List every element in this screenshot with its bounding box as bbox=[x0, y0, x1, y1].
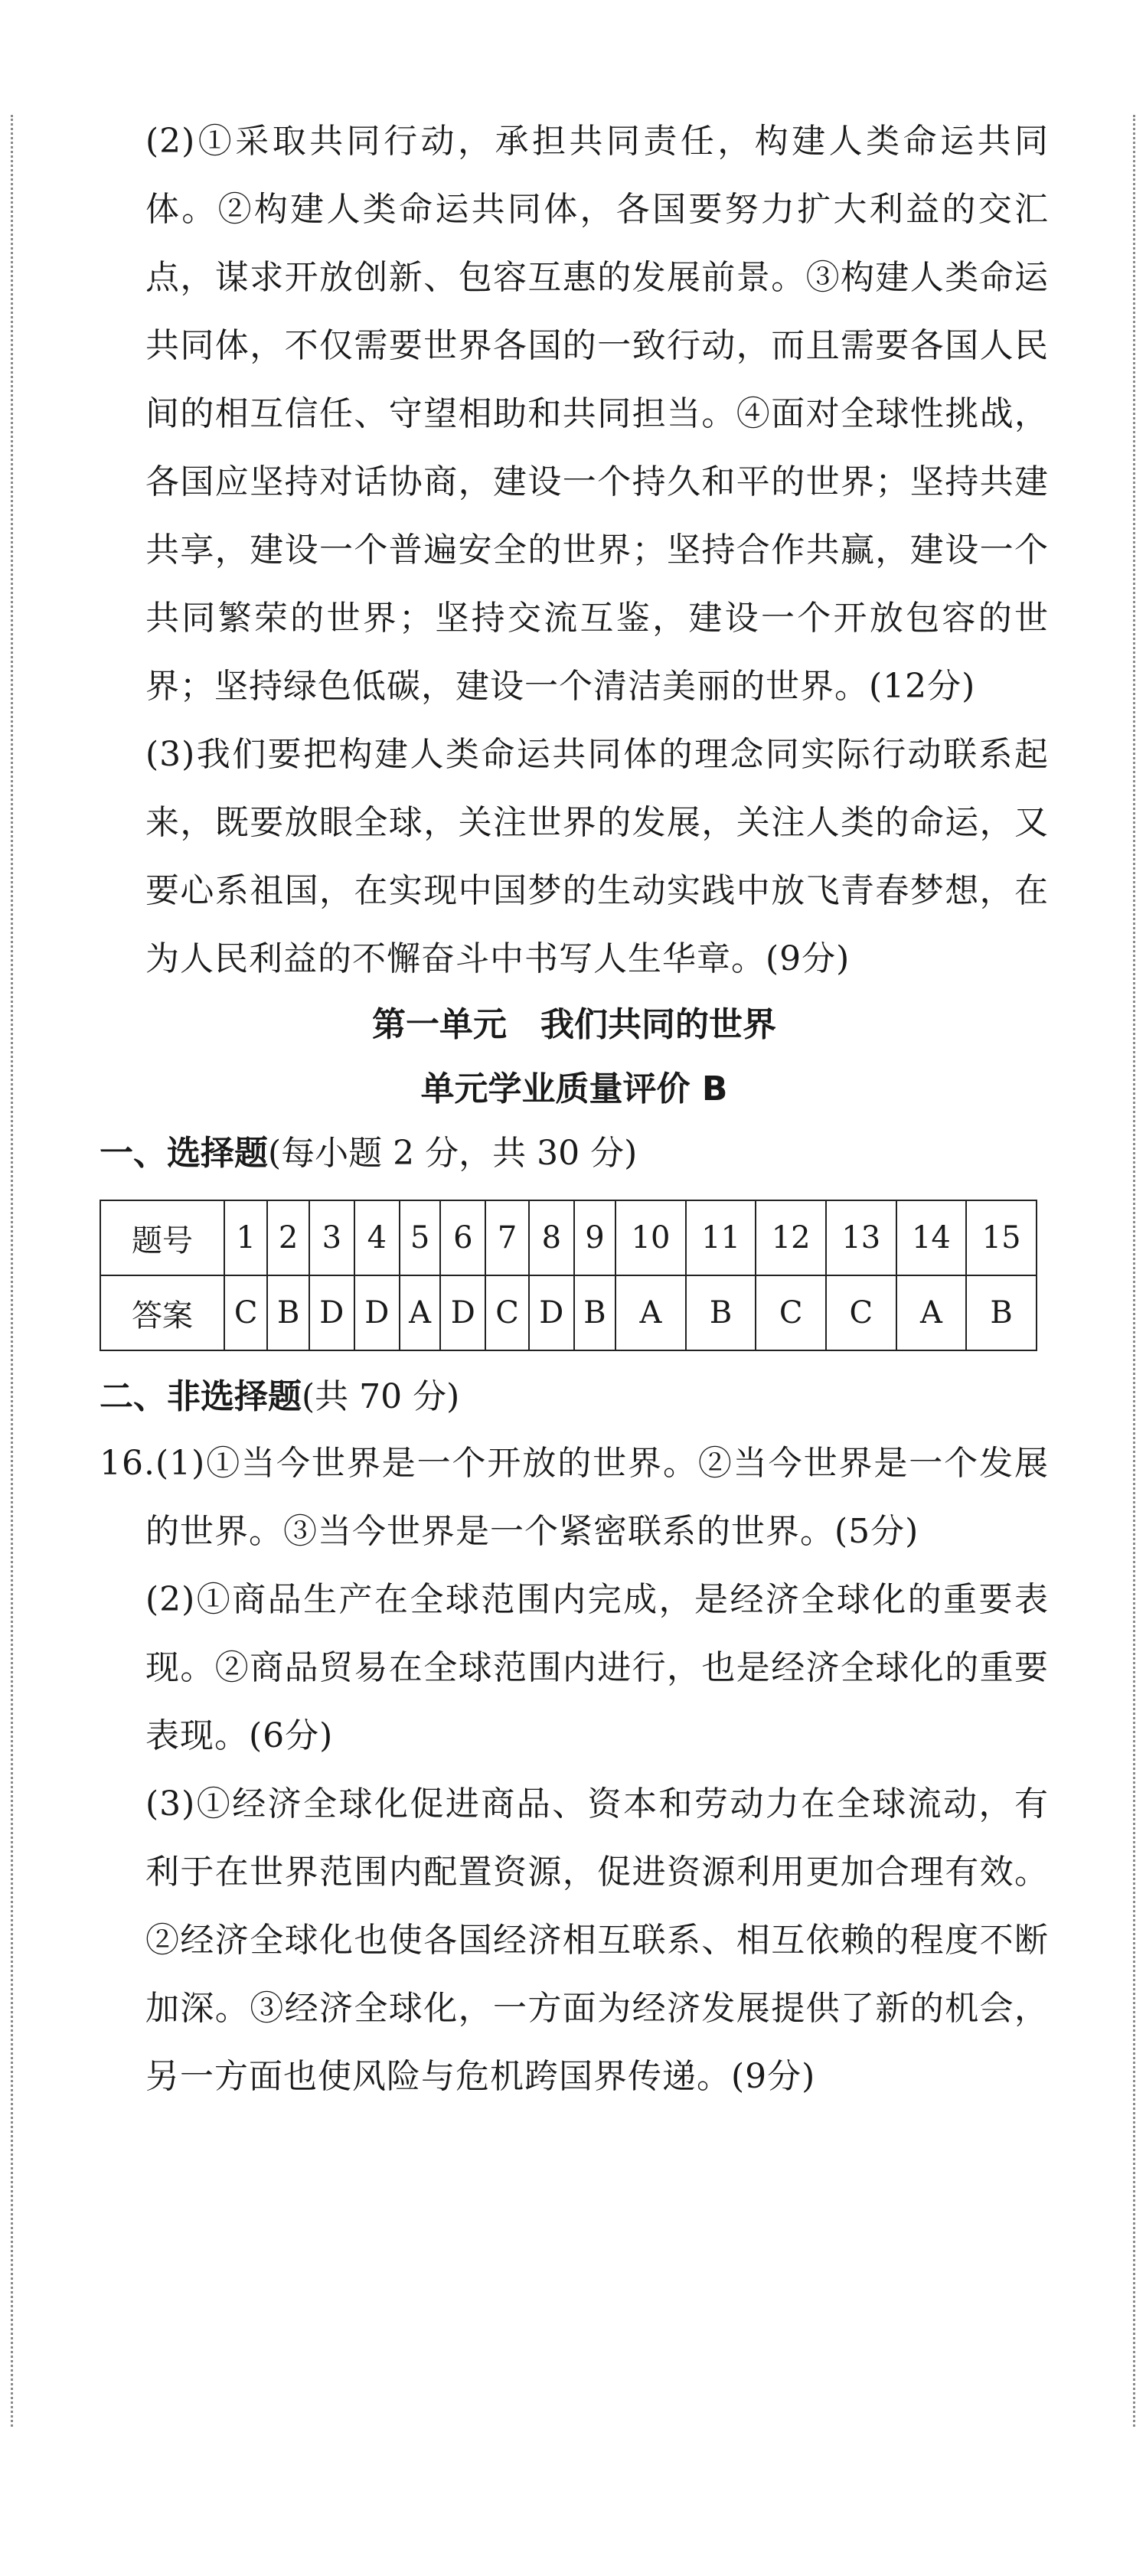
table-cell: B bbox=[686, 1275, 756, 1350]
table-cell: D bbox=[354, 1275, 400, 1350]
table-cell: B bbox=[966, 1275, 1037, 1350]
question-16-part-3: (3)①经济全球化促进商品、资本和劳动力在全球流动，有利于在世界范围内配置资源，促进资源利用更加合理有效。②经济全球化也使各国经济相互联系、相互依赖的程度不断加深。③经济全球化，一方面为经济发展提供了新的机会，另一方面也使风险与危机跨国界传递。(9分) bbox=[145, 1784, 1049, 2096]
section-1-header bbox=[100, 1121, 1049, 1186]
section-1-title: 一、选择题 bbox=[100, 1134, 268, 1173]
table-cell: B bbox=[267, 1275, 309, 1350]
table-cell: 6 bbox=[440, 1200, 485, 1275]
table-row-numbers bbox=[100, 1200, 1037, 1275]
section-2-header bbox=[100, 1365, 1049, 1429]
table-cell: 11 bbox=[686, 1200, 756, 1275]
table-cell: C bbox=[485, 1275, 528, 1350]
table-cell: 13 bbox=[826, 1200, 896, 1275]
table-cell: 5 bbox=[400, 1200, 440, 1275]
table-cell: 9 bbox=[574, 1200, 615, 1275]
table-cell: A bbox=[400, 1275, 440, 1350]
table-cell: C bbox=[224, 1275, 267, 1350]
table-cell: 12 bbox=[756, 1200, 826, 1275]
table-row-answers bbox=[100, 1275, 1037, 1350]
table-cell: 3 bbox=[309, 1200, 354, 1275]
table-cell: 15 bbox=[966, 1200, 1037, 1275]
question-16-part-1: 16.(1)①当今世界是一个开放的世界。②当今世界是一个发展的世界。③当今世界是一个紧密联系的世界。(5分) bbox=[100, 1444, 1049, 1551]
table-cell: 7 bbox=[485, 1200, 528, 1275]
answer-table bbox=[100, 1200, 1037, 1351]
table-cell: 8 bbox=[529, 1200, 574, 1275]
evaluation-heading: 单元学业质量评价 B bbox=[420, 1069, 728, 1108]
row-label-number: 题号 bbox=[100, 1200, 224, 1275]
right-dotted-margin bbox=[1133, 115, 1135, 2427]
table-cell: 1 bbox=[224, 1200, 267, 1275]
section-2-title: 二、非选择题 bbox=[100, 1377, 302, 1416]
table-cell: D bbox=[309, 1275, 354, 1350]
table-cell: A bbox=[896, 1275, 967, 1350]
table-cell: 14 bbox=[896, 1200, 967, 1275]
table-cell: 2 bbox=[267, 1200, 309, 1275]
section-1-note: (每小题 2 分，共 30 分) bbox=[268, 1134, 638, 1173]
table-cell: 10 bbox=[615, 1200, 686, 1275]
left-dotted-margin bbox=[11, 115, 13, 2427]
section-2-note: (共 70 分) bbox=[302, 1377, 460, 1416]
table-cell: B bbox=[574, 1275, 615, 1350]
table-cell: C bbox=[756, 1275, 826, 1350]
answer-part-2: (2)①采取共同行动，承担共同责任，构建人类命运共同体。②构建人类命运共同体，各国要努力扩大利益的交汇点，谋求开放创新、包容互惠的发展前景。③构建人类命运共同体，不仅需要世界各国的一致行动，而且需要各国人民间的相互信任、守望相助和共同担当。④面对全球性挑战，各国应坚持对话协商，建设一个持久和平的世界；坚持共建共享，建设一个普遍安全的世界；坚持合作共赢，建设一个共同繁荣的世界；坚持交流互鉴，建设一个开放包容的世界；坚持绿色低碳，建设一个清洁美丽的世界。(12分) bbox=[145, 122, 1049, 706]
unit-heading: 第一单元 我们共同的世界 bbox=[372, 1005, 776, 1044]
page-content bbox=[100, 107, 1049, 2111]
table-cell: D bbox=[440, 1275, 485, 1350]
table-cell: A bbox=[615, 1275, 686, 1350]
table-cell: C bbox=[826, 1275, 896, 1350]
answer-part-3: (3)我们要把构建人类命运共同体的理念同实际行动联系起来，既要放眼全球，关注世界的发展，关注人类的命运，又要心系祖国，在实现中国梦的生动实践中放飞青春梦想，在为人民利益的不懈奋斗中书写人生华章。(9分) bbox=[145, 735, 1049, 978]
table-cell: 4 bbox=[354, 1200, 400, 1275]
question-16-part-2: (2)①商品生产在全球范围内完成，是经济全球化的重要表现。②商品贸易在全球范围内进行，也是经济全球化的重要表现。(6分) bbox=[145, 1580, 1049, 1755]
row-label-answer: 答案 bbox=[100, 1275, 224, 1350]
table-cell: D bbox=[529, 1275, 574, 1350]
